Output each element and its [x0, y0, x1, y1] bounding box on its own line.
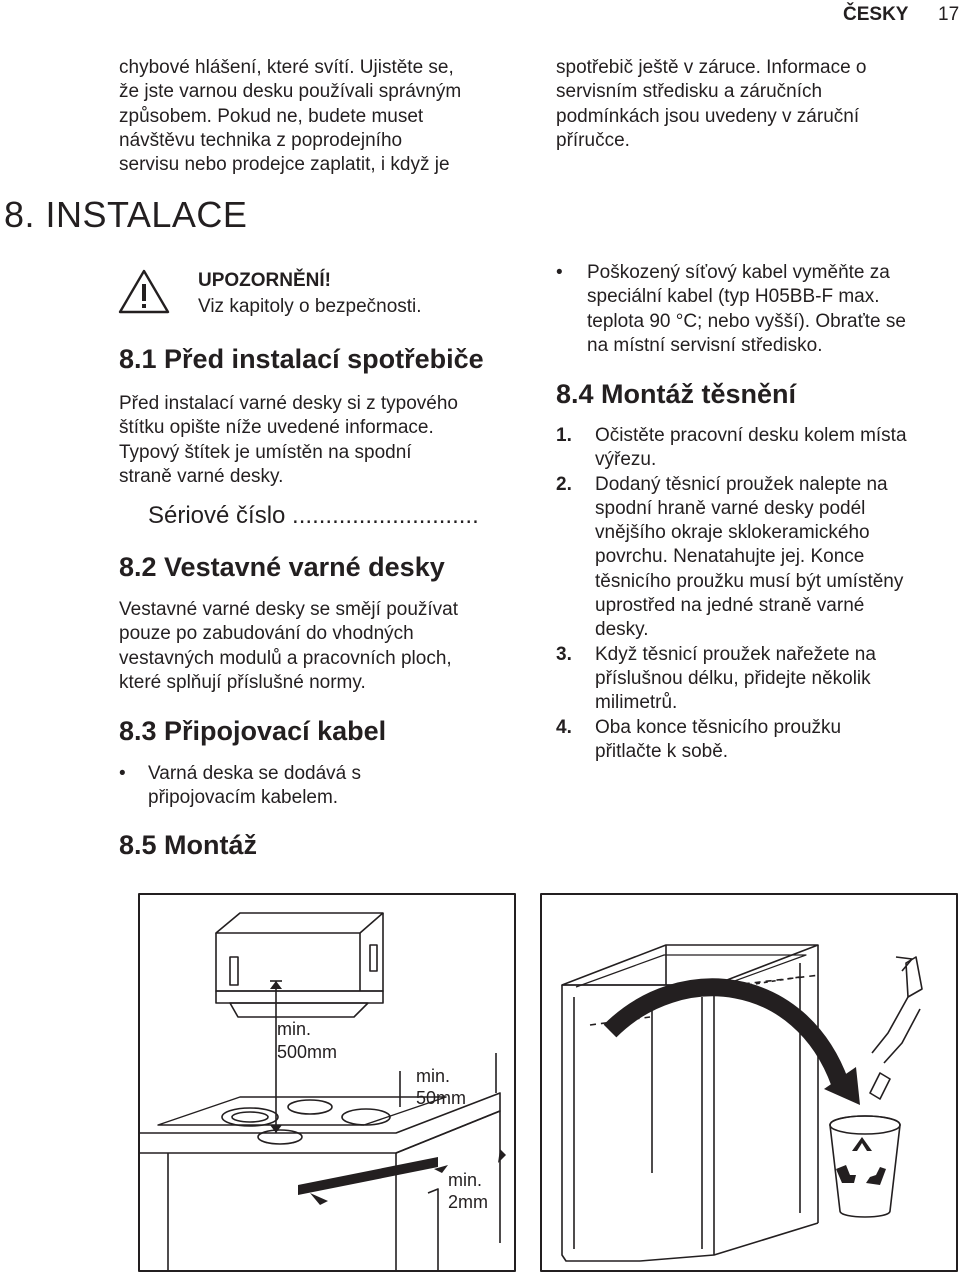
text-line: pouze po zabudování do vhodných: [119, 623, 414, 645]
left-intro: [119, 56, 519, 177]
text-line: příručce.: [556, 129, 630, 151]
text-line: povrchu. Nenatahujte jej. Konce: [595, 546, 865, 568]
text-line: spodní hraně varné desky podél: [595, 497, 866, 519]
text-line: Očistěte pracovní desku kolem místa: [595, 425, 907, 446]
chapter-title: 8. INSTALACE: [4, 194, 248, 235]
bullet-glyph: •: [119, 763, 126, 784]
page-number: 17: [938, 4, 960, 25]
text-line: příslušnou délku, přidejte několik: [595, 667, 871, 689]
step-number: 3.: [556, 643, 572, 665]
text-line: spotřebič ještě v záruce. Informace o: [556, 57, 867, 78]
section-8-2-title: 8.2 Vestavné varné desky: [119, 552, 445, 582]
text-line: straně varné desky.: [119, 465, 284, 487]
dim-500mm-label: 500mm: [277, 1042, 338, 1062]
text-line: vestavných modulů a pracovních ploch,: [119, 647, 452, 669]
text-line: desky.: [595, 619, 649, 641]
section-8-2-body: [119, 598, 529, 695]
text-line: chybové hlášení, které svítí. Ujistěte se,: [119, 57, 454, 78]
text-line: připojovacím kabelem.: [148, 787, 339, 809]
serial-number-field: Sériové číslo ............................: [148, 502, 479, 529]
installation-clearance-figure: [138, 893, 516, 1272]
dim-min-label: min.: [277, 1019, 312, 1039]
text-line: uprostřed na jedné straně varné: [595, 595, 865, 617]
section-8-3-title: 8.3 Připojovací kabel: [119, 716, 387, 746]
text-line: servisním středisku a záručních: [556, 81, 823, 103]
step-number: 4.: [556, 716, 572, 738]
step-item: [556, 643, 956, 716]
text-line: Oba konce těsnicího proužku: [595, 716, 842, 738]
text-line: servisu nebo prodejce zaplatit, i když je: [119, 154, 450, 176]
step-number: 2.: [556, 473, 572, 495]
section-8-4-steps: [556, 424, 956, 764]
text-line: Varná deska se dodává s: [148, 763, 362, 784]
text-line: těsnicího proužku musí být umístěny: [595, 570, 904, 592]
dim-2mm-label: 2mm: [448, 1192, 488, 1212]
section-8-5-title: 8.5 Montáž: [119, 830, 258, 860]
step-item: [556, 473, 956, 643]
text-line: návštěvu technika z poprodejního: [119, 129, 403, 151]
section-8-1-body: [119, 392, 529, 489]
text-line: přitlačte k sobě.: [595, 740, 729, 762]
text-line: Typový štítek je umístěn na spodní: [119, 441, 412, 463]
step-item: [556, 424, 956, 473]
warning-title: UPOZORNĚNÍ!: [198, 270, 331, 291]
text-line: podmínkách jsou uvedeny v záruční: [556, 105, 860, 127]
text-line: výřezu.: [595, 449, 657, 471]
cabinet-disposal-figure: [540, 893, 958, 1272]
text-line: teplota 90 °C; nebo vyšší). Obraťte se: [587, 310, 906, 332]
dim-min-label: min.: [416, 1066, 451, 1086]
right-intro: [556, 56, 956, 153]
text-line: Poškozený síťový kabel vyměňte za: [587, 262, 890, 283]
text-line: milimetrů.: [595, 692, 678, 714]
text-line: které splňují příslušné normy.: [119, 671, 366, 693]
dim-min-label: min.: [448, 1170, 483, 1190]
text-line: způsobem. Pokud ne, budete muset: [119, 105, 424, 127]
text-line: Dodaný těsnicí proužek nalepte na: [595, 473, 888, 495]
text-line: Když těsnicí proužek nařežete na: [595, 643, 876, 665]
text-line: že jste varnou desku používali správným: [119, 81, 462, 103]
text-line: Vestavné varné desky se smějí používat: [119, 599, 459, 620]
step-number: 1.: [556, 425, 572, 446]
text-line: štítku opište níže uvedené informace.: [119, 417, 434, 439]
bullet-glyph: •: [556, 262, 563, 283]
text-line: Před instalací varné desky si z typového: [119, 393, 459, 414]
section-8-4-title: 8.4 Montáž těsnění: [556, 379, 797, 409]
text-line: na místní servisní středisko.: [587, 334, 823, 356]
cable-bullet: [556, 261, 956, 358]
section-8-3-bullet: [119, 762, 529, 811]
text-line: vnějšího okraje sklokeramického: [595, 522, 870, 544]
dim-50mm-label: 50mm: [416, 1088, 467, 1108]
step-item: [556, 716, 956, 765]
text-line: speciální kabel (typ H05BB-F max.: [587, 286, 880, 308]
language-label: ČESKY: [843, 4, 909, 25]
warning-text: Viz kapitoly o bezpečnosti.: [198, 296, 422, 317]
warning-icon: [118, 268, 170, 314]
section-8-1-title: 8.1 Před instalací spotřebiče: [119, 344, 484, 374]
